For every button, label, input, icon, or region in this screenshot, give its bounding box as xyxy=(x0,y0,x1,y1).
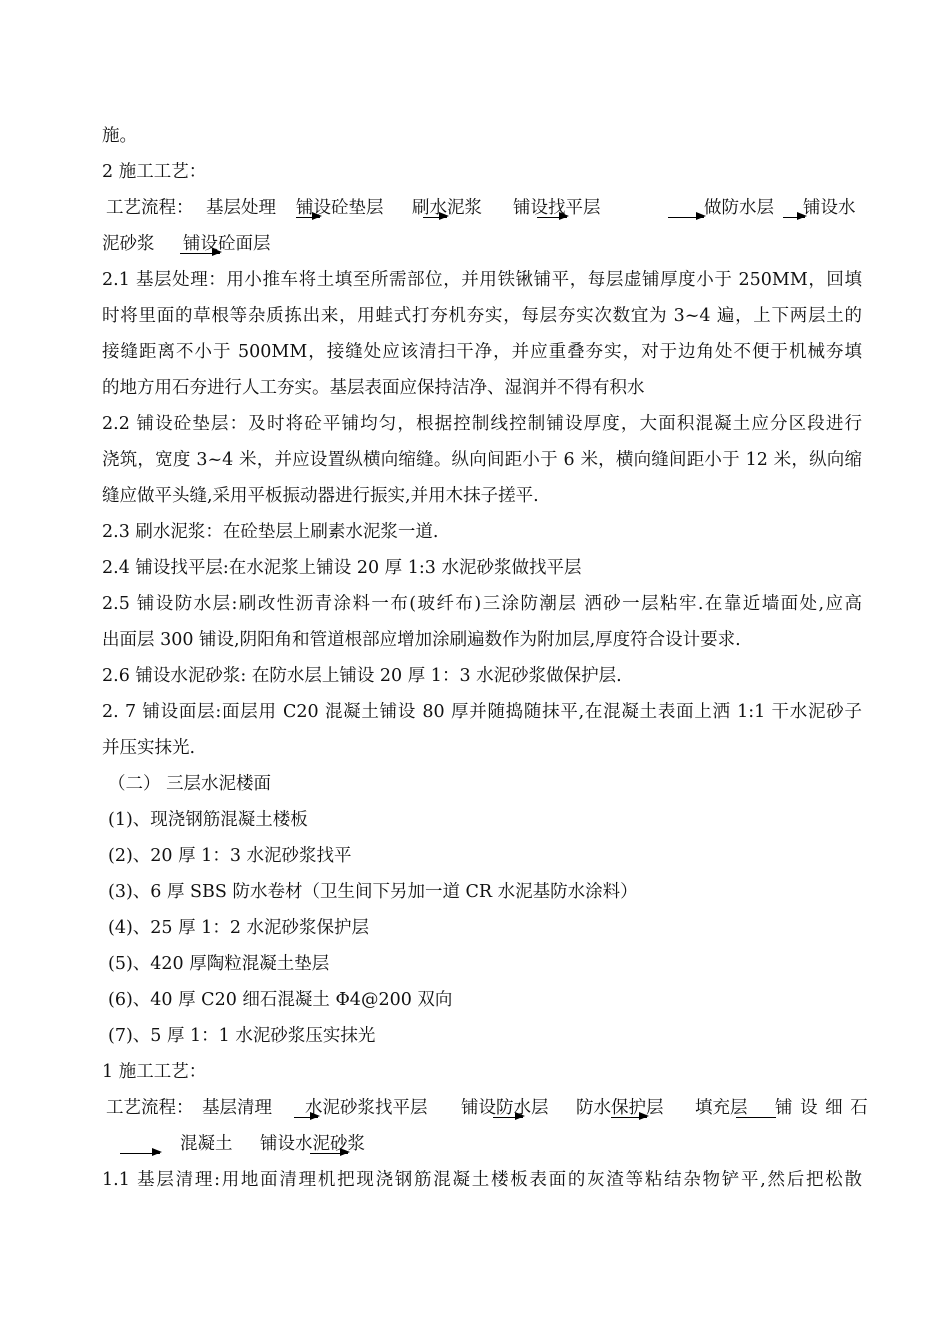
section-heading: 2 施工工艺： xyxy=(102,162,207,182)
text-line: 1.1 基层清理:用地面清理机把现浇钢筋混凝土楼板表面的灰渣等粘结杂物铲平,然后把松散 xyxy=(102,1170,862,1190)
list-item: (7)、5 厚 1：1 水泥砂浆压实抹光 xyxy=(108,1026,376,1046)
flow-step: 刷水泥浆 xyxy=(412,198,482,218)
text-line: 接缝距离不小于 500MM，接缝处应该清扫干净，并应重叠夯实，对于边角处不便于机械夯填 xyxy=(102,342,862,362)
flow-step: 做防水层 xyxy=(704,198,774,218)
list-item: (2)、20 厚 1：3 水泥砂浆找平 xyxy=(108,846,352,866)
flow-connector xyxy=(736,1117,776,1118)
flow-arrow-icon xyxy=(120,1153,160,1154)
text-line: 2.2 铺设砼垫层：及时将砼平铺均匀，根据控制线控制铺设厚度，大面积混凝土应分区段进行 xyxy=(102,414,862,434)
flow-step: 铺设找平层 xyxy=(513,198,601,218)
text-line: 出面层 300 铺设,阴阳角和管道根部应增加涂刷遍数作为附加层,厚度符合设计要求. xyxy=(102,630,741,650)
flow-step: 铺设砼面层 xyxy=(183,234,271,254)
flow-step: 铺设防水层 xyxy=(461,1098,549,1118)
text-line: 时将里面的草根等杂质拣出来，用蛙式打夯机夯实，每层夯实次数宜为 3~4 遍，上下两层土的 xyxy=(102,306,862,326)
text-line: 2.5 铺设防水层:刷改性沥青涂料一布(玻纤布)三涂防潮层 洒砂一层粘牢.在靠近墙面处,应高 xyxy=(102,594,862,614)
text-line: 浇筑，宽度 3~4 米，并应设置纵横向缩缝。纵向间距小于 6 米，横向缝间距小于 12 米，纵向缩 xyxy=(102,450,862,470)
flow-step: 铺设水 xyxy=(803,198,856,218)
flow-arrow-icon xyxy=(783,217,805,218)
list-item: (5)、420 厚陶粒混凝土垫层 xyxy=(108,954,330,974)
flow-arrow-icon xyxy=(180,253,220,254)
flow-label: 工艺流程： xyxy=(106,198,194,218)
flow-step: 基层处理 xyxy=(206,198,276,218)
section-heading: 1 施工工艺： xyxy=(102,1062,207,1082)
list-item: (3)、6 厚 SBS 防水卷材（卫生间下另加一道 CR 水泥基防水涂料） xyxy=(108,882,638,902)
flow-arrow-icon xyxy=(296,217,320,218)
flow-arrow-icon xyxy=(668,217,704,218)
flow-arrow-icon xyxy=(310,1153,348,1154)
flow-arrow-icon xyxy=(423,217,447,218)
text-line: 的地方用石夯进行人工夯实。基层表面应保持洁净、湿润并不得有积水 xyxy=(102,378,645,398)
flow-step: 基层清理 xyxy=(202,1098,272,1118)
flow-step: 混凝土 xyxy=(180,1134,233,1154)
text-line: 2.6 铺设水泥砂浆: 在防水层上铺设 20 厚 1：3 水泥砂浆做保护层. xyxy=(102,666,622,686)
flow-step: 泥砂浆 xyxy=(102,234,155,254)
list-item: (4)、25 厚 1：2 水泥砂浆保护层 xyxy=(108,918,370,938)
flow-step: 填充层 xyxy=(695,1098,748,1118)
flow-step: 水泥砂浆找平层 xyxy=(305,1098,428,1118)
list-item: (6)、40 厚 C20 细石混凝土 Φ4@200 双向 xyxy=(108,990,453,1010)
flow-arrow-icon xyxy=(294,1117,318,1118)
flow-arrow-icon xyxy=(611,1117,647,1118)
flow-arrow-icon xyxy=(493,1117,523,1118)
text-line: 缝应做平头缝,采用平板振动器进行振实,并用木抹子搓平. xyxy=(102,486,539,506)
text-line: 2.3 刷水泥浆：在砼垫层上刷素水泥浆一道. xyxy=(102,522,439,542)
flow-label: 工艺流程： xyxy=(106,1098,194,1118)
text-line: 2.1 基层处理：用小推车将土填至所需部位，并用铁锹铺平，每层虚铺厚度小于 250MM，回填 xyxy=(102,270,862,290)
section-heading: （二） 三层水泥楼面 xyxy=(108,774,272,794)
text-line: 2. 7 铺设面层:面层用 C20 混凝土铺设 80 厚并随捣随抹平,在混凝土表面上洒 1:1 干水泥砂子 xyxy=(102,702,862,722)
flow-arrow-icon xyxy=(537,217,567,218)
flow-step: 防水保护层 xyxy=(576,1098,664,1118)
flow-step: 铺 设 细 石 xyxy=(775,1098,869,1118)
text-line: 施。 xyxy=(102,126,137,146)
list-item: (1)、现浇钢筋混凝土楼板 xyxy=(108,810,308,830)
text-line: 2.4 铺设找平层:在水泥浆上铺设 20 厚 1:3 水泥砂浆做找平层 xyxy=(102,558,582,578)
flow-step: 铺设水泥砂浆 xyxy=(260,1134,365,1154)
flow-step: 铺设砼垫层 xyxy=(296,198,384,218)
text-line: 并压实抹光. xyxy=(102,738,196,758)
